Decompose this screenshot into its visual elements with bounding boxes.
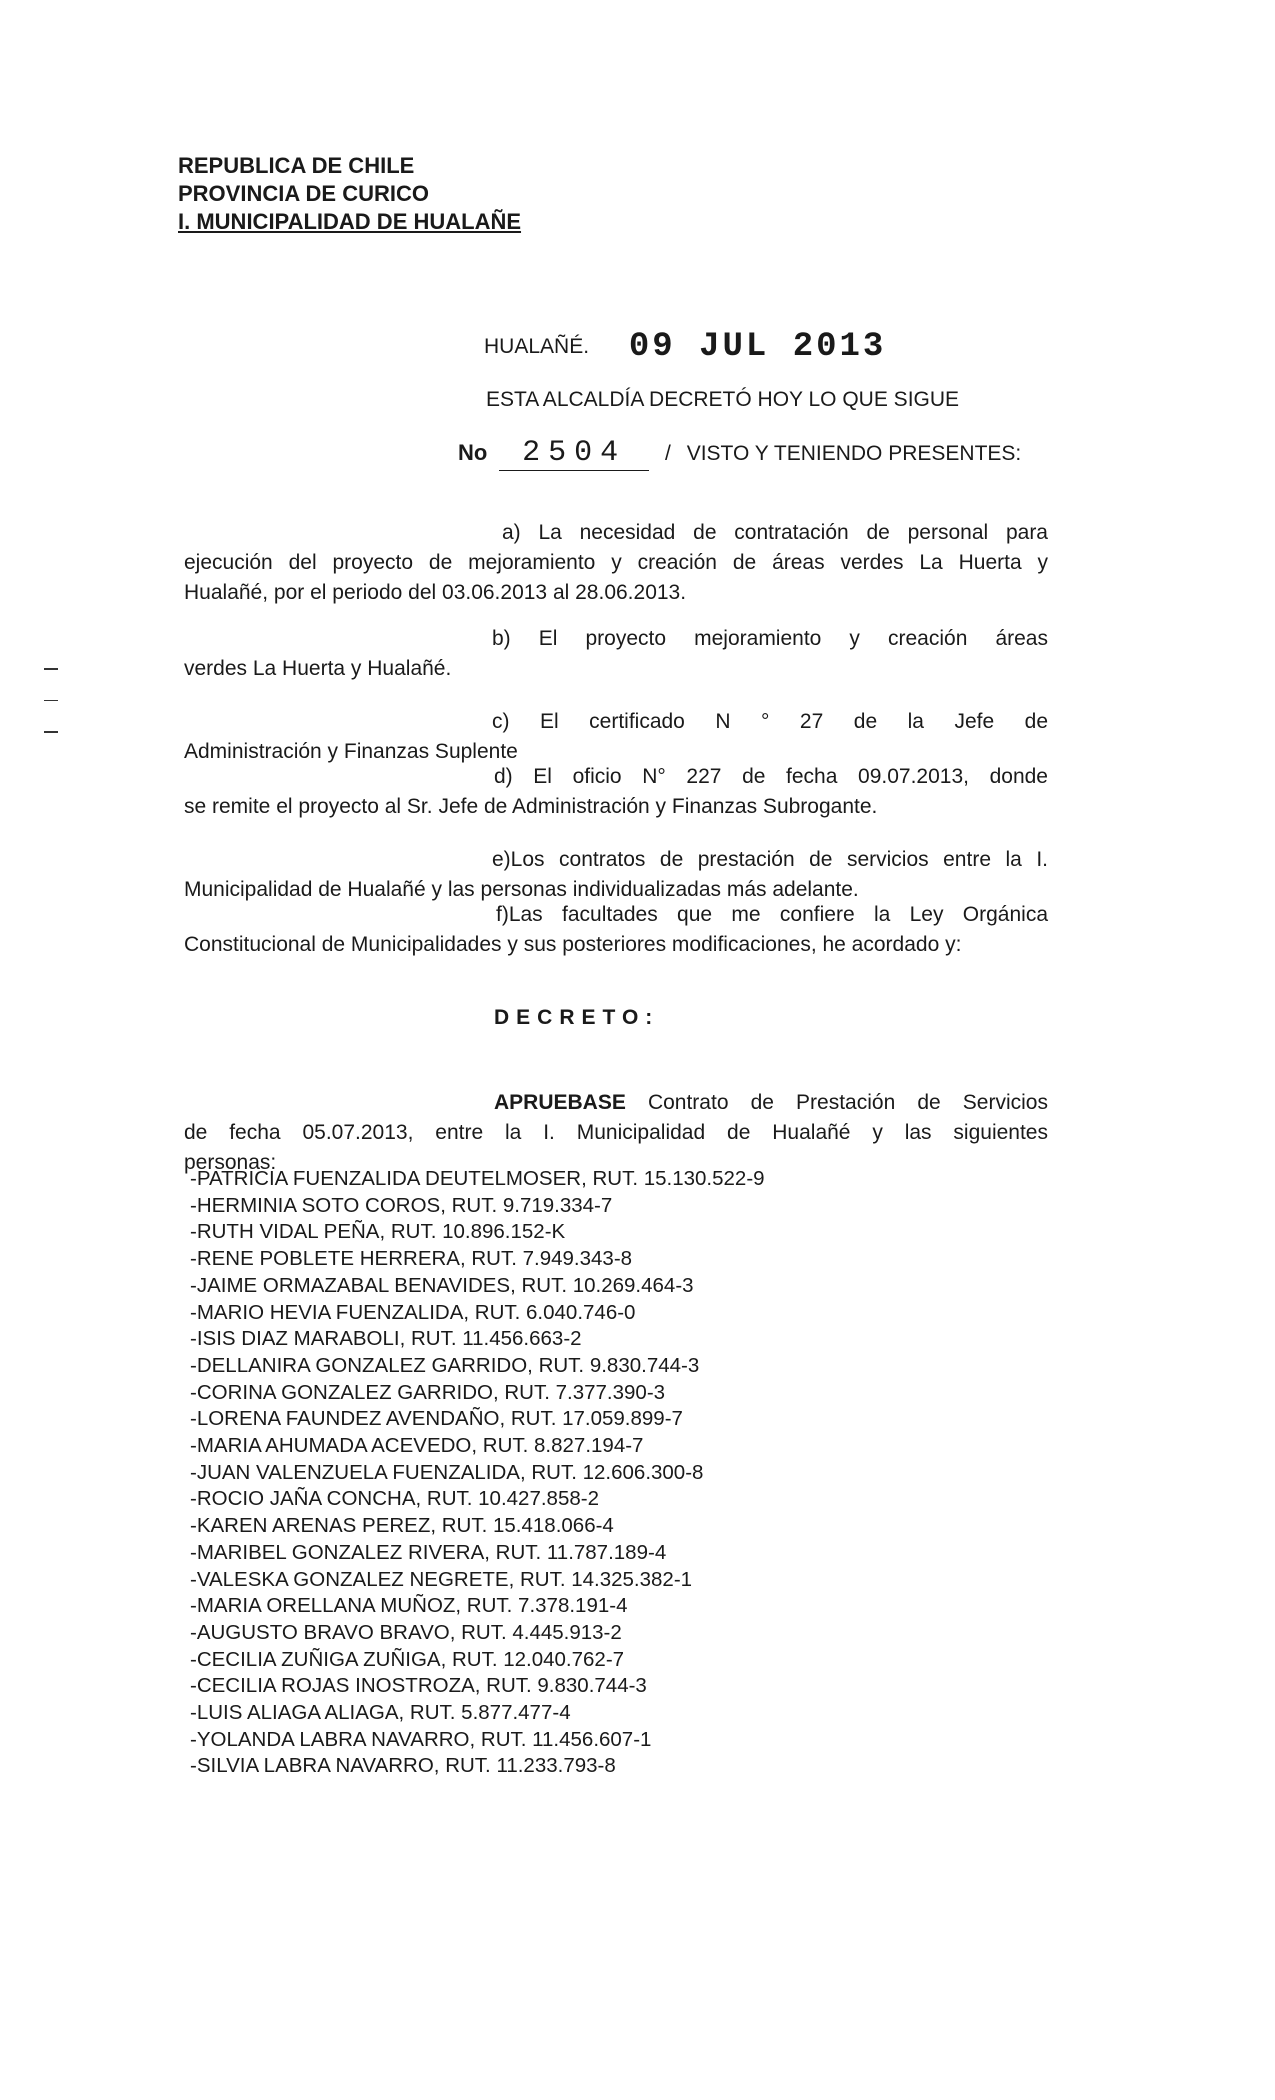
- consideration-e: [184, 845, 1048, 905]
- header-province: PROVINCIA DE CURICO: [178, 181, 429, 206]
- consideration-d: [184, 762, 1048, 822]
- apruebase-line1: [184, 1088, 1048, 1118]
- apruebase-line3: personas:: [184, 1151, 277, 1174]
- apruebase-word: APRUEBASE: [494, 1091, 626, 1114]
- margin-mark: [44, 731, 58, 733]
- people-list: [190, 1166, 765, 1780]
- list-item: -RENE POBLETE HERRERA, RUT. 7.949.343-8: [190, 1247, 633, 1271]
- apruebase-paragraph: [184, 1088, 1048, 1178]
- list-item: -AUGUSTO BRAVO BRAVO, RUT. 4.445.913-2: [190, 1620, 622, 1644]
- consideration-f-line2: Constitucional de Municipalidades y sus posteriores modificaciones, he acordado y:: [184, 933, 962, 956]
- consideration-c-line1: c) El certificado N ° 27 de la Jefe de: [492, 710, 1048, 733]
- list-item: -MARIBEL GONZALEZ RIVERA, RUT. 11.787.189-4: [190, 1540, 667, 1564]
- list-item: -DELLANIRA GONZALEZ GARRIDO, RUT. 9.830.744-3: [190, 1353, 700, 1377]
- consideration-d-line1: d) El oficio N° 227 de fecha 09.07.2013, donde: [494, 765, 1048, 788]
- list-item: -SILVIA LABRA NAVARRO, RUT. 11.233.793-8: [190, 1754, 616, 1778]
- list-item: -JUAN VALENZUELA FUENZALIDA, RUT. 12.606.300-8: [190, 1460, 704, 1484]
- list-item: -CECILIA ROJAS INOSTROZA, RUT. 9.830.744-3: [190, 1674, 647, 1698]
- margin-mark: [44, 668, 58, 670]
- decreto-heading: DECRETO:: [494, 1006, 660, 1029]
- list-item: -PATRICIA FUENZALIDA DEUTELMOSER, RUT. 15.130.522-9: [190, 1167, 765, 1190]
- visto-heading: VISTO Y TENIENDO PRESENTES:: [686, 442, 1022, 465]
- margin-mark: [44, 700, 58, 702]
- list-item: -LORENA FAUNDEZ AVENDAÑO, RUT. 17.059.899-7: [190, 1407, 683, 1431]
- list-item: -LUIS ALIAGA ALIAGA, RUT. 5.877.477-4: [190, 1701, 571, 1725]
- list-item: -HERMINIA SOTO COROS, RUT. 9.719.334-7: [190, 1193, 613, 1217]
- consideration-a: [184, 518, 1048, 608]
- consideration-c-line2: Administración y Finanzas Suplente: [184, 740, 518, 763]
- header-municipality: I. MUNICIPALIDAD DE HUALAÑE: [178, 209, 522, 234]
- list-item: -ISIS DIAZ MARABOLI, RUT. 11.456.663-2: [190, 1327, 582, 1351]
- list-item: -ROCIO JAÑA CONCHA, RUT. 10.427.858-2: [190, 1487, 599, 1511]
- consideration-e-line2: Municipalidad de Hualañé y las personas individualizadas más adelante.: [184, 878, 859, 901]
- consideration-e-line1: e)Los contratos de prestación de servicios entre la I.: [492, 848, 1048, 871]
- decree-number-slash: /: [665, 442, 671, 465]
- consideration-a-line2: ejecución del proyecto de mejoramiento y creación de áreas verdes La Huerta y: [184, 551, 1048, 574]
- apruebase-line1-rest: Contrato de Prestación de Servicios: [647, 1091, 1048, 1114]
- place-name: HUALAÑÉ.: [484, 335, 590, 358]
- consideration-b-line2: verdes La Huerta y Hualañé.: [184, 657, 452, 680]
- list-item: -JAIME ORMAZABAL BENAVIDES, RUT. 10.269.464-3: [190, 1273, 694, 1297]
- place-date-line: [484, 328, 886, 366]
- list-item: -MARIA ORELLANA MUÑOZ, RUT. 7.378.191-4: [190, 1594, 628, 1618]
- list-item: -KAREN ARENAS PEREZ, RUT. 15.418.066-4: [190, 1514, 614, 1538]
- date-stamp: 09 JUL 2013: [628, 328, 887, 366]
- consideration-a-line1: a) La necesidad de contratación de personal para: [502, 521, 1048, 544]
- consideration-d-line2: se remite el proyecto al Sr. Jefe de Administración y Finanzas Subrogante.: [184, 795, 878, 818]
- header-country: REPUBLICA DE CHILE: [178, 153, 415, 178]
- decree-number-value: 2504: [499, 436, 649, 471]
- margin-marks: [44, 668, 64, 763]
- consideration-b-line1: b) El proyecto mejoramiento y creación áreas: [492, 627, 1048, 650]
- consideration-f: [184, 900, 1048, 960]
- list-item: -VALESKA GONZALEZ NEGRETE, RUT. 14.325.382-1: [190, 1567, 693, 1591]
- decree-number-label: No: [458, 440, 488, 465]
- intro-statement: ESTA ALCALDÍA DECRETÓ HOY LO QUE SIGUE: [486, 388, 960, 411]
- consideration-c: [184, 707, 1048, 767]
- consideration-b: [184, 624, 1048, 684]
- list-item: -CECILIA ZUÑIGA ZUÑIGA, RUT. 12.040.762-7: [190, 1647, 625, 1671]
- list-item: -YOLANDA LABRA NAVARRO, RUT. 11.456.607-1: [190, 1727, 652, 1751]
- list-item: -RUTH VIDAL PEÑA, RUT. 10.896.152-K: [190, 1220, 566, 1244]
- list-item: -CORINA GONZALEZ GARRIDO, RUT. 7.377.390-3: [190, 1380, 666, 1404]
- list-item: -MARIA AHUMADA ACEVEDO, RUT. 8.827.194-7: [190, 1434, 644, 1458]
- list-item: -MARIO HEVIA FUENZALIDA, RUT. 6.040.746-0: [190, 1300, 636, 1324]
- apruebase-line2: de fecha 05.07.2013, entre la I. Municipalidad de Hualañé y las siguientes: [184, 1121, 1048, 1144]
- consideration-a-line3: Hualañé, por el periodo del 03.06.2013 al 28.06.2013.: [184, 581, 687, 604]
- consideration-f-line1: f)Las facultades que me confiere la Ley Orgánica: [496, 903, 1048, 926]
- decree-number-line: [458, 436, 1021, 471]
- letterhead: [178, 152, 521, 236]
